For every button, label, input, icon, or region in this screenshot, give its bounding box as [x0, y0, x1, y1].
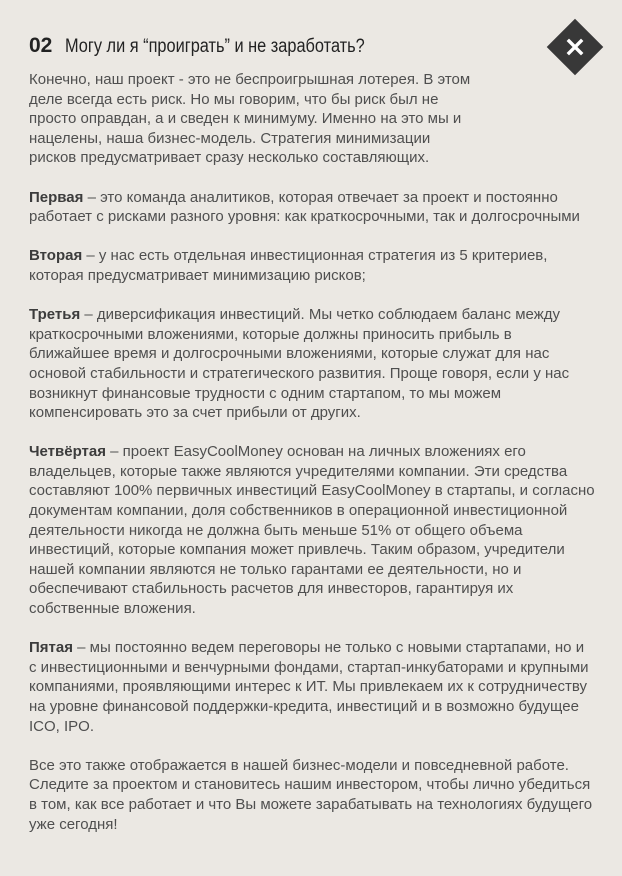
- paragraph-first: [29, 188, 595, 227]
- close-button[interactable]: [547, 19, 604, 76]
- paragraph-label: Четвёртая: [29, 443, 106, 461]
- paragraph-label: Пятая: [29, 639, 73, 657]
- modal-header: [29, 34, 592, 64]
- question-title: Могу ли я “проиграть” и не заработать?: [65, 36, 366, 57]
- question-number: 02: [29, 34, 53, 57]
- intro-paragraph: Конечно, наш проект - это не беспроигрышная лотерея. В этом деле всегда есть риск. Но мы говорим, что бы риск был не просто оправдан, а и сведен к минимуму. Именно на это мы и нацелены, наша бизнес-модель. Стратегия минимизации рисков предусматривает сразу несколько составляющих.: [29, 71, 471, 167]
- paragraph-text: – это команда аналитиков, которая отвечает за проект и постоянно работает с рисками разного уровня: как краткосрочными, так и долгосрочными: [29, 188, 580, 226]
- paragraph-text: – проект EasyCoolMoney основан на личных вложениях его владельцев, которые также являются учредителями компании. Эти средства составляют 100% первичных инвестиций EasyCoolMoney в стартапы, и согласно документам компании, доля собственников в операционной инвестиционной деятельности никогда не должна быть меньше 51% от общего объема инвестиций, которые компания может привлечь. Таким образом, учредители нашей компании являются не только гарантами ее деятельности, но и обеспечивают стабильность расчетов для инвесторов, гарантируя их собственные вложения.: [29, 443, 595, 618]
- paragraph-text: – мы постоянно ведем переговоры не только с новыми стартапами, но и с инвестиционными и венчурными фондами, стартап-инкубаторами и крупными компаниями, проявляющими интерес к ИТ. Мы привлекаем их к сотрудничеству на уровне финансовой поддержки-кредита, инвестиций и в возможно будущее ICO, IPO.: [29, 639, 589, 735]
- paragraph-label: Третья: [29, 306, 81, 324]
- paragraph-label: Вторая: [29, 247, 83, 265]
- close-icon: [566, 38, 584, 56]
- paragraph-third: [29, 305, 595, 423]
- paragraph-text: – диверсификация инвестиций. Мы четко соблюдаем баланс между краткосрочными вложениями, которые должны приносить прибыль в ближайшее время и долгосрочными вложениями, которые служат для нас основой стабильности и стратегического развития. Проще говоря, если у нас возникнут финансовые трудности с одним стартапом, то мы можем компенсировать это за счет прибыли от других.: [29, 306, 570, 422]
- paragraph-fourth: [29, 442, 595, 618]
- answer-content: [29, 70, 595, 834]
- paragraph-text: – у нас есть отдельная инвестиционная стратегия из 5 критериев, которая предусматривает минимизацию рисков;: [29, 247, 548, 284]
- paragraph-fifth: [29, 638, 595, 736]
- paragraph-label: Первая: [29, 188, 84, 206]
- outro-paragraph: Все это также отображается в нашей бизнес-модели и повседневной работе. Следите за проектом и становитесь нашим инвестором, чтобы лично убедиться в том, как все работает и что Вы можете зарабатывать на технологиях будущего уже сегодня!: [29, 756, 593, 833]
- paragraph-second: [29, 246, 595, 285]
